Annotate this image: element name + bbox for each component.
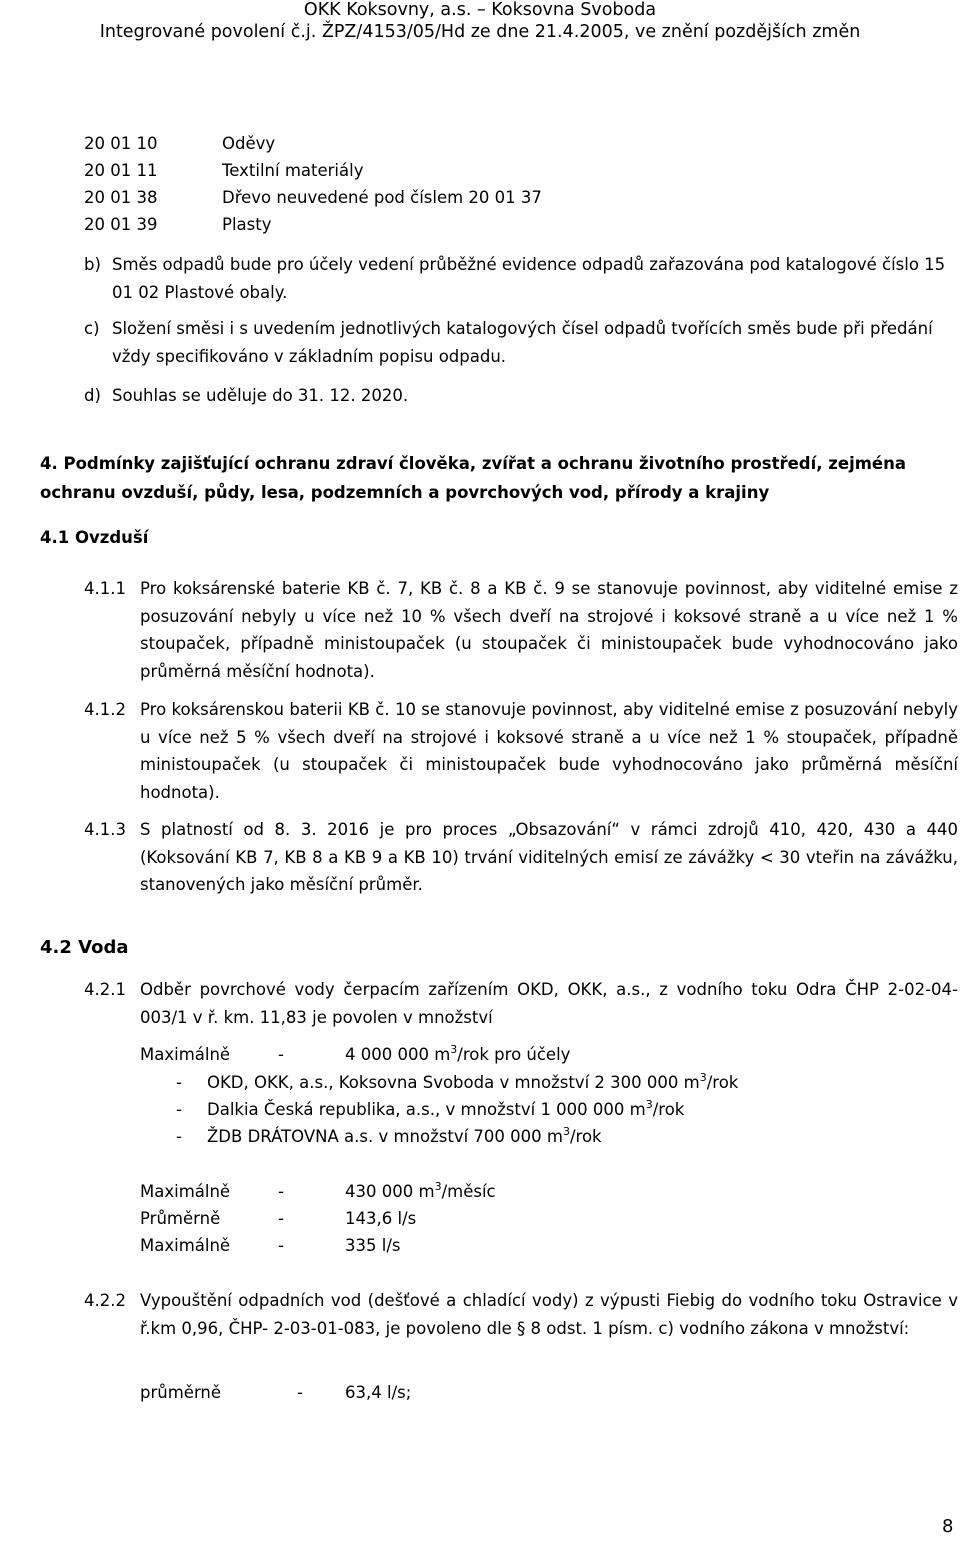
dash: -: [278, 1209, 284, 1228]
user-allocation: ŽDB DRÁTOVNA a.s. v množství 700 000 $m^3$/rok: [207, 1125, 602, 1146]
dash: -: [278, 1045, 284, 1064]
user-allocation: OKD, OKK, a.s., Koksovna Svoboda v množství 2 300 000 $m^3$/rok: [207, 1071, 739, 1092]
section-4-2-title: 4.2 Voda: [40, 937, 129, 958]
paragraph-number: 4.2.1: [84, 980, 126, 999]
waste-name: Oděvy: [222, 134, 276, 153]
section-4-heading: 4. Podmínky zajišťující ochranu zdraví člověka, zvířat a ochranu životního prostředí, zejména ochranu ovzduší, půdy, lesa, podzemních a povrchových vod, přírody a krajiny: [40, 454, 907, 502]
max-label: Maximálně: [140, 1236, 231, 1255]
paragraph-4-2-2: Vypouštění odpadních vod (dešťové a chladící vody) z výpusti Fiebig do vodního toku Ostravice v ř.km 0,96, ČHP- 2-03-01-083, je povoleno dle § 8 odst. 1 písm. c) vodního zákona v množství:: [140, 1291, 958, 1338]
waste-code: 20 01 38: [84, 188, 158, 207]
paragraph-number: 4.1.2: [84, 700, 126, 719]
waste-code: 20 01 39: [84, 215, 158, 234]
section-4-1-title: 4.1 Ovzduší: [40, 528, 149, 547]
document-header-company: OKK Koksovny, a.s. – Koksovna Svoboda: [303, 0, 657, 20]
item-d-label: d): [84, 386, 101, 405]
waste-name: Dřevo neuvedené pod číslem 20 01 37: [222, 188, 542, 207]
max-value: 335 l/s: [345, 1236, 401, 1255]
item-b-label: b): [84, 255, 101, 274]
max-label: Maximálně: [140, 1045, 231, 1064]
waste-name: Plasty: [222, 215, 272, 234]
item-c-label: c): [84, 319, 100, 338]
dash: -: [176, 1100, 182, 1119]
avg-label: Průměrně: [140, 1209, 221, 1228]
avg-value: 143,6 l/s: [345, 1209, 417, 1228]
waste-code: 20 01 10: [84, 134, 158, 153]
paragraph-number: 4.1.3: [84, 820, 126, 839]
paragraph-4-1-3: S platností od 8. 3. 2016 je pro proces „Obsazování“ v rámci zdrojů 410, 420, 430 a 440 (Koksování KB 7, KB 8 a KB 9 a KB 10) trvání viditelných emisí ze závážky < 30 vteřin na závážku, stanovených jako měsíční průměr.: [140, 820, 958, 894]
waste-code: 20 01 11: [84, 161, 158, 180]
waste-name: Textilní materiály: [222, 161, 364, 180]
paragraph-number: 4.1.1: [84, 579, 126, 598]
max-label: Maximálně: [140, 1182, 231, 1201]
page-number: 8: [942, 1516, 954, 1537]
dash: -: [176, 1127, 182, 1146]
paragraph-4-1-1: Pro koksárenské baterie KB č. 7, KB č. 8 a KB č. 9 se stanovuje povinnost, aby viditelné emise z posuzování nebyly u více než 10 % všech dveří na strojové i koksové straně a u více než 1 % stoupaček, případně ministoupaček (u stoupaček či ministoupaček bude vyhodnocováno jako průměrná měsíční hodnota).: [140, 579, 958, 681]
avg-label: průměrně: [140, 1383, 222, 1402]
avg-discharge-value: 63,4 l/s;: [345, 1383, 412, 1402]
item-c-text: Složení směsi i s uvedením jednotlivých katalogových čísel odpadů tvořících směs bude při předání vždy specifikováno v základním popisu odpadu.: [112, 319, 933, 366]
paragraph-4-1-2: Pro koksárenskou baterii KB č. 10 se stanovuje povinnost, aby viditelné emise z posuzování nebyly u více než 5 % všech dveří na strojové i koksové straně a u více než 1 % stoupaček, případně ministoupaček (u stoupaček či ministoupaček bude vyhodnocováno jako průměrná měsíční hodnota).: [140, 700, 958, 802]
max-annual-value: 4 000 000 $m^3$/rok pro účely: [345, 1043, 571, 1064]
paragraph-4-2-1: Odběr povrchové vody čerpacím zařízením OKD, OKK, a.s., z vodního toku Odra ČHP 2-02-04-003/1 v ř. km. 11,83 je povolen v množství: [140, 980, 958, 1027]
dash: -: [278, 1182, 284, 1201]
max-monthly-value: 430 000 $m^3$/měsíc: [345, 1180, 496, 1201]
dash: -: [278, 1236, 284, 1255]
document-header-permit: Integrované povolení č.j. ŽPZ/4153/05/Hd ze dne 21.4.2005, ve znění pozdějších změn: [99, 22, 861, 42]
paragraph-number: 4.2.2: [84, 1291, 126, 1310]
item-d-text: Souhlas se uděluje do 31. 12. 2020.: [112, 386, 409, 405]
dash: -: [297, 1383, 303, 1402]
item-b-text: Směs odpadů bude pro účely vedení průběžné evidence odpadů zařazována pod katalogové číslo 15 01 02 Plastové obaly.: [112, 255, 946, 302]
dash: -: [176, 1073, 182, 1092]
user-allocation: Dalkia Česká republika, a.s., v množství 1 000 000 $m^3$/rok: [207, 1098, 685, 1119]
